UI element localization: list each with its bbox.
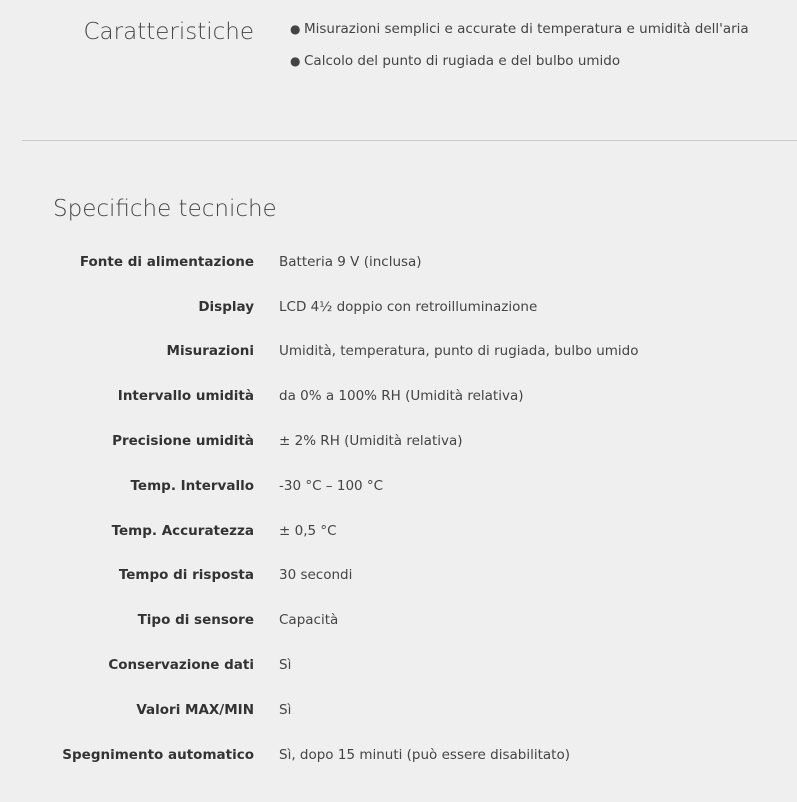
spec-value: Sì [279,702,292,718]
spec-value: 30 secondi [279,567,353,583]
features-list [290,20,749,84]
bullet-icon: ● [290,22,301,36]
spec-label: Tipo di sensore [137,612,254,628]
spec-row [0,699,797,721]
spec-row [0,340,797,362]
specs-title: Specifiche tecniche [53,196,277,222]
spec-label: Intervallo umidità [117,388,254,404]
spec-row [0,609,797,631]
spec-value: Capacità [279,612,339,628]
spec-value: LCD 4½ doppio con retroilluminazione [279,299,538,315]
feature-text: Misurazioni semplici e accurate di temperatura e umidità dell'aria [304,21,749,37]
spec-value: ± 2% RH (Umidità relativa) [279,433,463,449]
spec-label: Precisione umidità [112,433,254,449]
spec-row [0,564,797,586]
spec-label: Display [198,299,254,315]
spec-value: -30 °C – 100 °C [279,478,384,494]
spec-row [0,385,797,407]
list-item [290,20,749,52]
spec-row [0,251,797,273]
spec-row [0,475,797,497]
spec-value: Batteria 9 V (inclusa) [279,254,422,270]
spec-label: Conservazione dati [108,657,254,673]
spec-value: da 0% a 100% RH (Umidità relativa) [279,388,524,404]
spec-value: Sì, dopo 15 minuti (può essere disabilitato) [279,747,570,763]
spec-label: Tempo di risposta [118,567,254,583]
list-item [290,52,749,84]
spec-row [0,654,797,676]
spec-label: Misurazioni [166,343,254,359]
spec-row [0,520,797,542]
spec-value: Umidità, temperatura, punto di rugiada, bulbo umido [279,343,639,359]
feature-text: Calcolo del punto di rugiada e del bulbo umido [304,53,621,69]
spec-value: ± 0,5 °C [279,523,337,539]
features-title: Caratteristiche [83,19,254,45]
spec-label: Spegnimento automatico [62,747,254,763]
spec-label: Fonte di alimentazione [79,254,254,270]
section-divider [22,140,797,141]
spec-row [0,744,797,766]
spec-value: Sì [279,657,292,673]
spec-row [0,296,797,318]
spec-row [0,430,797,452]
bullet-icon: ● [290,54,301,68]
spec-label: Valori MAX/MIN [136,702,254,718]
spec-label: Temp. Intervallo [130,478,254,494]
spec-label: Temp. Accuratezza [111,523,254,539]
